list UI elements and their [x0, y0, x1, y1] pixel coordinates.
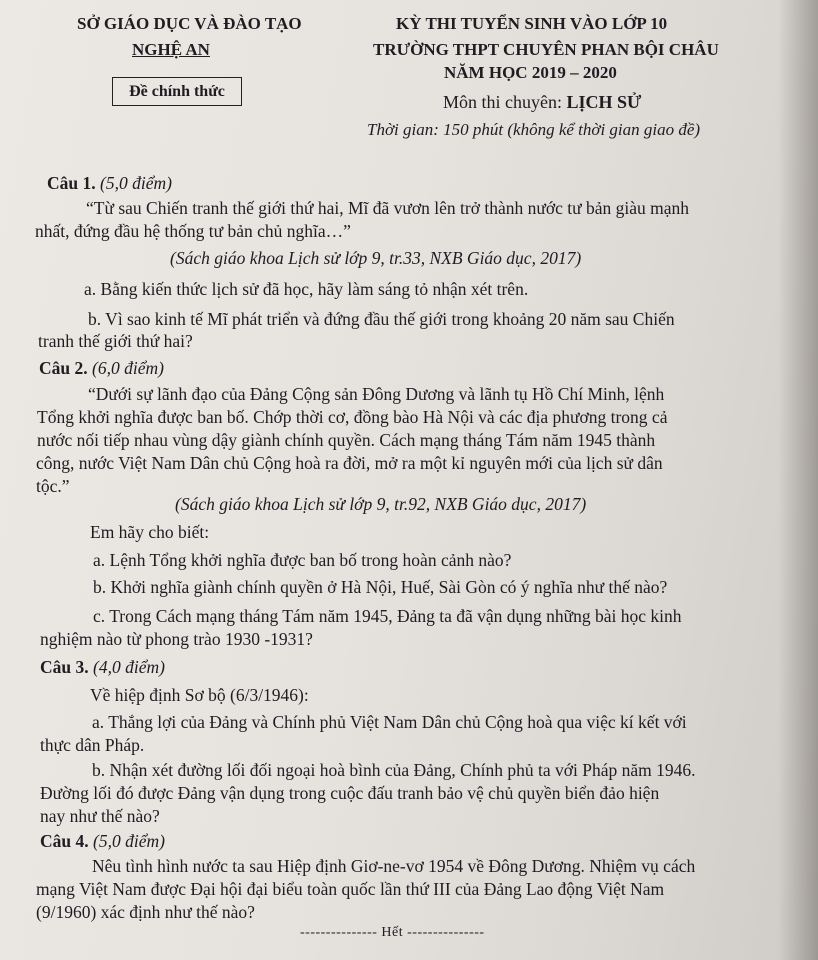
- q2-quote-line4: công, nước Việt Nam Dân chủ Cộng hoà ra đời, mở ra một kỉ nguyên mới của lịch sử dân: [36, 453, 663, 473]
- q3-part-b-line2: Đường lối đó được Đảng vận dụng trong cuộc đấu tranh bảo vệ chủ quyền biển đảo hiện: [40, 783, 660, 803]
- q4-title: Câu 4.: [40, 831, 89, 851]
- q2-part-c-line2: nghiệm nào từ phong trào 1930 -1931?: [40, 629, 313, 649]
- q4-score: (5,0 điểm): [93, 831, 165, 851]
- q2-part-c-line1: c. Trong Cách mạng tháng Tám năm 1945, Đảng ta đã vận dụng những bài học kinh: [93, 606, 682, 626]
- q1-title: Câu 1.: [47, 173, 96, 193]
- q2-quote-line3: nước nối tiếp nhau vùng dậy giành chính quyền. Cách mạng tháng Tám năm 1945 thành: [37, 430, 656, 450]
- official-badge: Đề chính thức: [112, 77, 242, 106]
- dept-name: SỞ GIÁO DỤC VÀ ĐÀO TẠO: [77, 14, 302, 33]
- q1-quote-line1: “Từ sau Chiến tranh thế giới thứ hai, Mĩ đã vươn lên trở thành nước tư bản giàu mạnh: [86, 198, 689, 218]
- q2-heading: [39, 358, 164, 379]
- q1-heading: [47, 173, 172, 194]
- q2-quote-line1: “Dưới sự lãnh đạo của Đảng Cộng sản Đông Dương và lãnh tụ Hồ Chí Minh, lệnh: [88, 384, 665, 404]
- q4-line1: Nêu tình hình nước ta sau Hiệp định Giơ-ne-vơ 1954 về Đông Dương. Nhiệm vụ cách: [92, 856, 696, 876]
- q2-quote-line5: tộc.”: [36, 476, 70, 496]
- q2-part-a: a. Lệnh Tổng khởi nghĩa được ban bố trong hoàn cảnh nào?: [93, 550, 512, 570]
- q3-intro: Về hiệp định Sơ bộ (6/3/1946):: [90, 685, 309, 705]
- q4-line3: (9/1960) xác định như thế nào?: [36, 902, 255, 922]
- school-year: NĂM HỌC 2019 – 2020: [444, 63, 617, 82]
- q3-score: (4,0 điểm): [93, 657, 165, 677]
- q3-part-a-line2: thực dân Pháp.: [40, 735, 145, 755]
- exam-title: KỲ THI TUYỂN SINH VÀO LỚP 10: [396, 14, 668, 33]
- q3-part-b-line3: nay như thế nào?: [40, 806, 160, 826]
- q2-source: (Sách giáo khoa Lịch sử lớp 9, tr.92, NXB Giáo dục, 2017): [175, 494, 587, 514]
- q2-intro: Em hãy cho biết:: [90, 522, 210, 542]
- q3-part-b-line1: b. Nhận xét đường lối đối ngoại hoà bình của Đảng, Chính phủ ta với Pháp năm 1946.: [92, 760, 696, 780]
- q1-score: (5,0 điểm): [100, 173, 172, 193]
- q1-part-b-line1: b. Vì sao kinh tế Mĩ phát triển và đứng đầu thế giới trong khoảng 20 năm sau Chiến: [88, 309, 675, 329]
- q2-title: Câu 2.: [39, 358, 88, 378]
- q4-line2: mạng Việt Nam được Đại hội đại biểu toàn quốc lần thứ III của Đảng Lao động Việt Nam: [36, 879, 665, 899]
- subject-prefix: Môn thi chuyên:: [443, 92, 567, 112]
- q3-title: Câu 3.: [40, 657, 89, 677]
- q1-quote-line2: nhất, đứng đầu hệ thống tư bản chủ nghĩa…”: [35, 221, 351, 241]
- q1-part-b-line2: tranh thế giới thứ hai?: [38, 331, 193, 351]
- time-limit: Thời gian: 150 phút (không kể thời gian giao đề): [367, 120, 701, 139]
- q2-quote-line2: Tổng khởi nghĩa được ban bố. Chớp thời cơ, đồng bào Hà Nội và các địa phương trong cả: [37, 407, 668, 427]
- q4-heading: [40, 831, 165, 852]
- q1-source: (Sách giáo khoa Lịch sử lớp 9, tr.33, NXB Giáo dục, 2017): [170, 248, 582, 268]
- q2-part-b: b. Khởi nghĩa giành chính quyền ở Hà Nội, Huế, Sài Gòn có ý nghĩa như thế nào?: [93, 577, 668, 597]
- end-marker: --------------- Hết ---------------: [300, 925, 485, 940]
- q3-part-a-line1: a. Thắng lợi của Đảng và Chính phủ Việt Nam Dân chủ Cộng hoà qua việc kí kết với: [92, 712, 687, 732]
- school-name: TRƯỜNG THPT CHUYÊN PHAN BỘI CHÂU: [373, 40, 719, 59]
- subject-name: LỊCH SỬ: [566, 92, 642, 112]
- province-name: NGHỆ AN: [132, 40, 210, 59]
- subject-line: [443, 92, 641, 113]
- q1-part-a: a. Bằng kiến thức lịch sử đã học, hãy làm sáng tỏ nhận xét trên.: [84, 279, 529, 299]
- q3-heading: [40, 657, 165, 678]
- q2-score: (6,0 điểm): [92, 358, 164, 378]
- page-shadow: [778, 0, 818, 960]
